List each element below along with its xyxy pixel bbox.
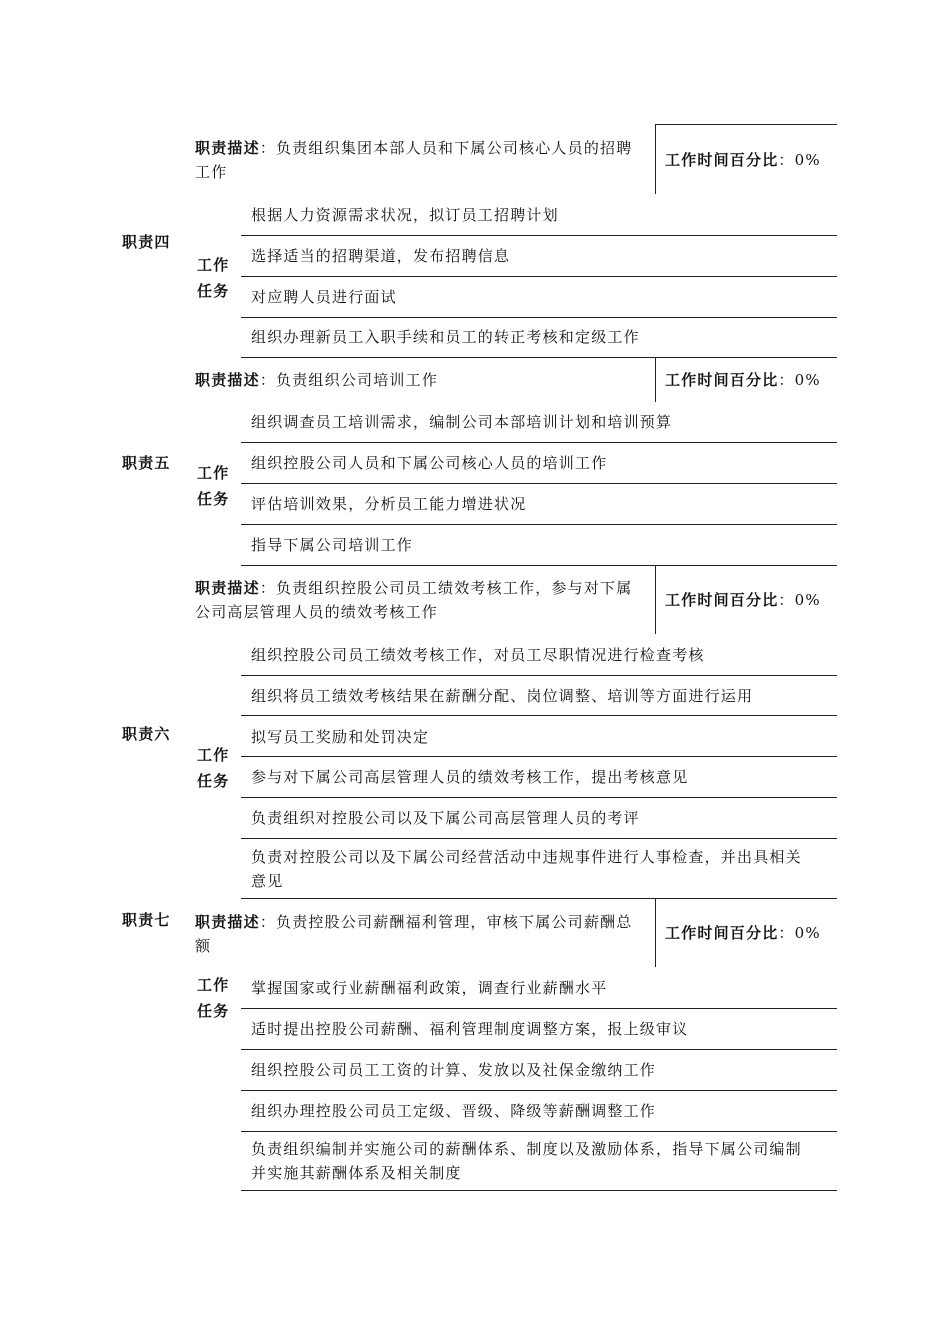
divider [655,898,656,967]
percentage-label: 工作时间百分比 [665,371,779,389]
task-item: 组织控股公司员工工资的计算、发放以及社保金缴纳工作 [251,1061,657,1079]
task-item: 参与对下属公司高层管理人员的绩效考核工作，提出考核意见 [251,768,689,786]
duty-description: 职责描述：负责组织控股公司员工绩效考核工作，参与对下属 公司高层管理人员的绩效考核工作 [195,579,633,621]
description-text-cont: 公司高层管理人员的绩效考核工作 [195,603,439,621]
divider [655,124,837,125]
description-label: 职责描述 [195,913,260,931]
description-label: 职责描述 [195,139,260,157]
task-item: 指导下属公司培训工作 [251,536,414,554]
divider [241,756,837,757]
work-task-label: 工作 任务 [197,464,230,508]
task-item: 掌握国家或行业薪酬福利政策，调查行业薪酬水平 [251,979,608,997]
task-item: 组织办理新员工入职手续和员工的转正考核和定级工作 [251,328,640,346]
divider [241,357,837,358]
percentage-value: 0% [794,151,821,169]
task-item: 组织调查员工培训需求，编制公司本部培训计划和培训预算 [251,413,673,431]
time-percentage: 工作时间百分比：0% [665,924,821,942]
duty-title: 职责七 [122,911,171,929]
task-item: 组织将员工绩效考核结果在薪酬分配、岗位调整、培训等方面进行运用 [251,687,754,705]
task-item: 选择适当的招聘渠道，发布招聘信息 [251,247,511,265]
task-item: 适时提出控股公司薪酬、福利管理制度调整方案，报上级审议 [251,1020,689,1038]
task-item: 组织控股公司员工绩效考核工作，对员工尽职情况进行检查考核 [251,646,705,664]
divider [241,1131,837,1132]
duty-title: 职责四 [122,233,171,251]
task-item: 负责组织对控股公司以及下属公司高层管理人员的考评 [251,809,640,827]
time-percentage: 工作时间百分比：0% [665,371,821,389]
divider [241,675,837,676]
duty-description: 职责描述：负责组织公司培训工作 [195,371,439,389]
divider [241,1090,837,1091]
divider [241,235,837,236]
work-task-label: 工作 任务 [197,976,230,1020]
duty-title: 职责五 [122,454,171,472]
task-item: 负责对控股公司以及下属公司经营活动中违规事件进行人事检查，并出具相关 意见 [251,848,802,890]
divider [241,565,837,566]
task-item: 拟写员工奖励和处罚决定 [251,728,430,746]
divider [241,898,837,899]
divider [241,276,837,277]
duty-description: 职责描述：负责控股公司薪酬福利管理，审核下属公司薪酬总 额 [195,913,633,955]
divider [655,357,656,402]
description-text: 负责组织集团本部人员和下属公司核心人员的招聘 [276,139,633,157]
task-item: 组织办理控股公司员工定级、晋级、降级等薪酬调整工作 [251,1102,657,1120]
divider [241,1008,837,1009]
divider [241,483,837,484]
work-task-label: 工作 任务 [197,256,230,300]
duty-title: 职责六 [122,725,171,743]
percentage-label: 工作时间百分比 [665,151,779,169]
task-item: 组织控股公司人员和下属公司核心人员的培训工作 [251,454,608,472]
duty-description: 职责描述：负责组织集团本部人员和下属公司核心人员的招聘 工作 [195,139,633,181]
divider [241,1049,837,1050]
divider [241,797,837,798]
description-text: 负责控股公司薪酬福利管理，审核下属公司薪酬总 [276,913,633,931]
description-label: 职责描述 [195,371,260,389]
task-item: 根据人力资源需求状况，拟订员工招聘计划 [251,206,559,224]
divider [241,317,837,318]
work-task-label: 工作 任务 [197,746,230,790]
description-text: 负责组织公司培训工作 [276,371,439,389]
description-text: 负责组织控股公司员工绩效考核工作，参与对下属 [276,579,633,597]
description-text-cont: 额 [195,937,212,955]
percentage-label: 工作时间百分比 [665,591,779,609]
divider [241,1190,837,1191]
time-percentage: 工作时间百分比：0% [665,591,821,609]
task-item: 对应聘人员进行面试 [251,288,397,306]
percentage-label: 工作时间百分比 [665,924,779,942]
description-label: 职责描述 [195,579,260,597]
percentage-value: 0% [794,924,821,942]
description-text-cont: 工作 [195,163,228,181]
divider [241,838,837,839]
divider [241,524,837,525]
divider [241,715,837,716]
divider [655,565,656,634]
task-item: 评估培训效果，分析员工能力增进状况 [251,495,527,513]
divider [241,442,837,443]
percentage-value: 0% [794,591,821,609]
percentage-value: 0% [794,371,821,389]
time-percentage: 工作时间百分比：0% [665,151,821,169]
divider [655,124,656,194]
task-item: 负责组织编制并实施公司的薪酬体系、制度以及激励体系，指导下属公司编制 并实施其薪酬体系及相关制度 [251,1140,802,1182]
